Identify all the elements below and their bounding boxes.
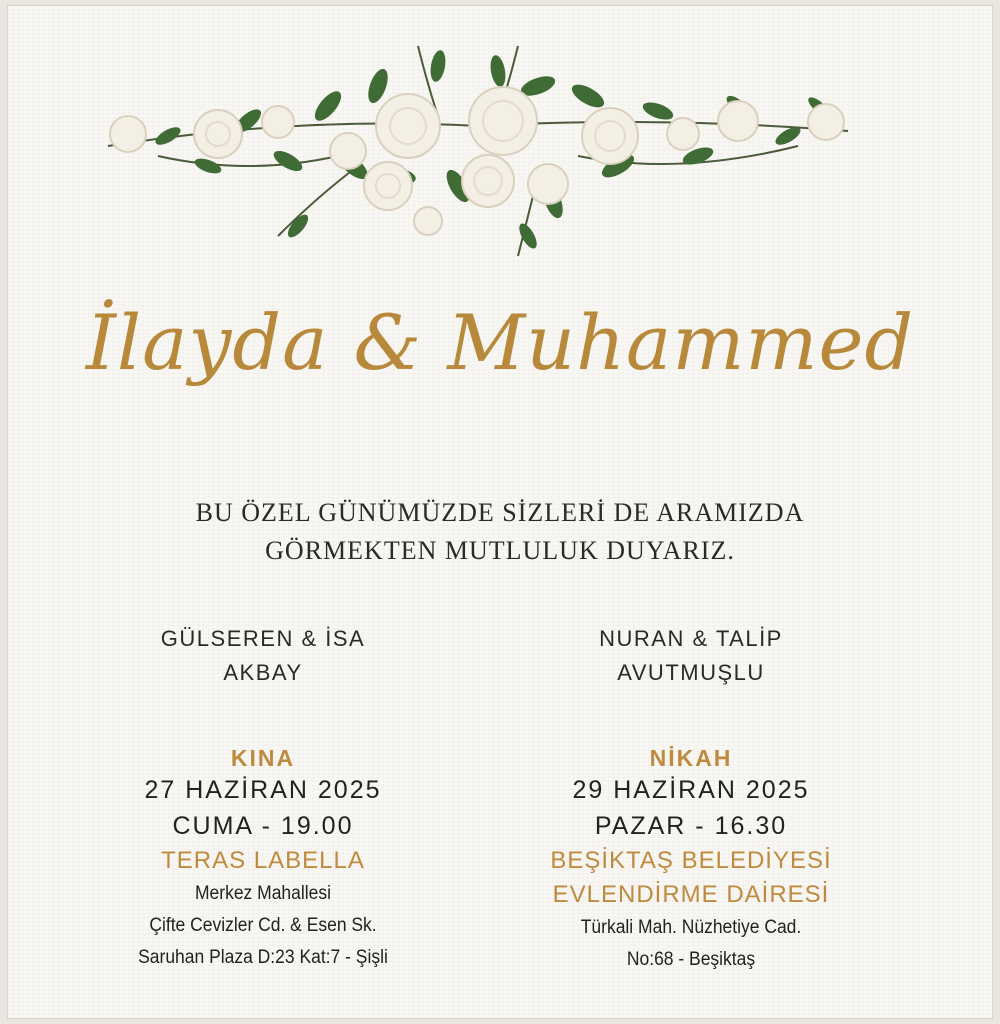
kina-address-line-3: Saruhan Plaza D:23 Kat:7 - Şişli bbox=[138, 947, 388, 968]
groom-parents-surname: AVUTMUŞLU bbox=[617, 660, 765, 685]
kina-date: 27 HAZİRAN 2025 bbox=[144, 776, 382, 804]
kina-address-line-1: Merkez Mahallesi bbox=[194, 883, 331, 904]
kina-title: KINA bbox=[230, 745, 296, 771]
groom-parents-names: NURAN & TALİP bbox=[599, 626, 783, 651]
bride-parents-names: GÜLSEREN & İSA bbox=[160, 626, 366, 651]
invitation-line-2: GÖRMEKTEN MUTLULUK DUYARIZ. bbox=[265, 536, 735, 565]
nikah-date: 29 HAZİRAN 2025 bbox=[572, 776, 810, 804]
kina-address-line-2: Çifte Cevizler Cd. & Esen Sk. bbox=[149, 915, 377, 936]
invitation-card bbox=[8, 6, 992, 1018]
bride-parents-surname: AKBAY bbox=[223, 660, 303, 685]
couple-names: İlayda & Muhammed bbox=[85, 298, 915, 387]
invitation-message bbox=[8, 494, 992, 570]
nikah-title: NİKAH bbox=[649, 745, 733, 771]
nikah-address-line-2: No:68 - Beşiktaş bbox=[626, 949, 756, 970]
kina-event bbox=[68, 744, 458, 974]
nikah-venue-line-2: EVLENDİRME DAİRESİ bbox=[552, 881, 830, 908]
invitation-line-1: BU ÖZEL GÜNÜMÜZDE SİZLERİ DE ARAMIZDA bbox=[195, 498, 805, 527]
kina-venue: TERAS LABELLA bbox=[161, 847, 365, 874]
nikah-venue-line-1: BEŞİKTAŞ BELEDİYESİ bbox=[550, 847, 832, 874]
white-roses-garland-icon bbox=[98, 26, 858, 266]
groom-parents bbox=[496, 622, 886, 690]
nikah-time: PAZAR - 16.30 bbox=[594, 812, 788, 840]
nikah-event bbox=[496, 744, 886, 976]
bride-parents bbox=[68, 622, 458, 690]
nikah-address-line-1: Türkali Mah. Nüzhetiye Cad. bbox=[580, 917, 802, 938]
kina-time: CUMA - 19.00 bbox=[172, 812, 354, 840]
